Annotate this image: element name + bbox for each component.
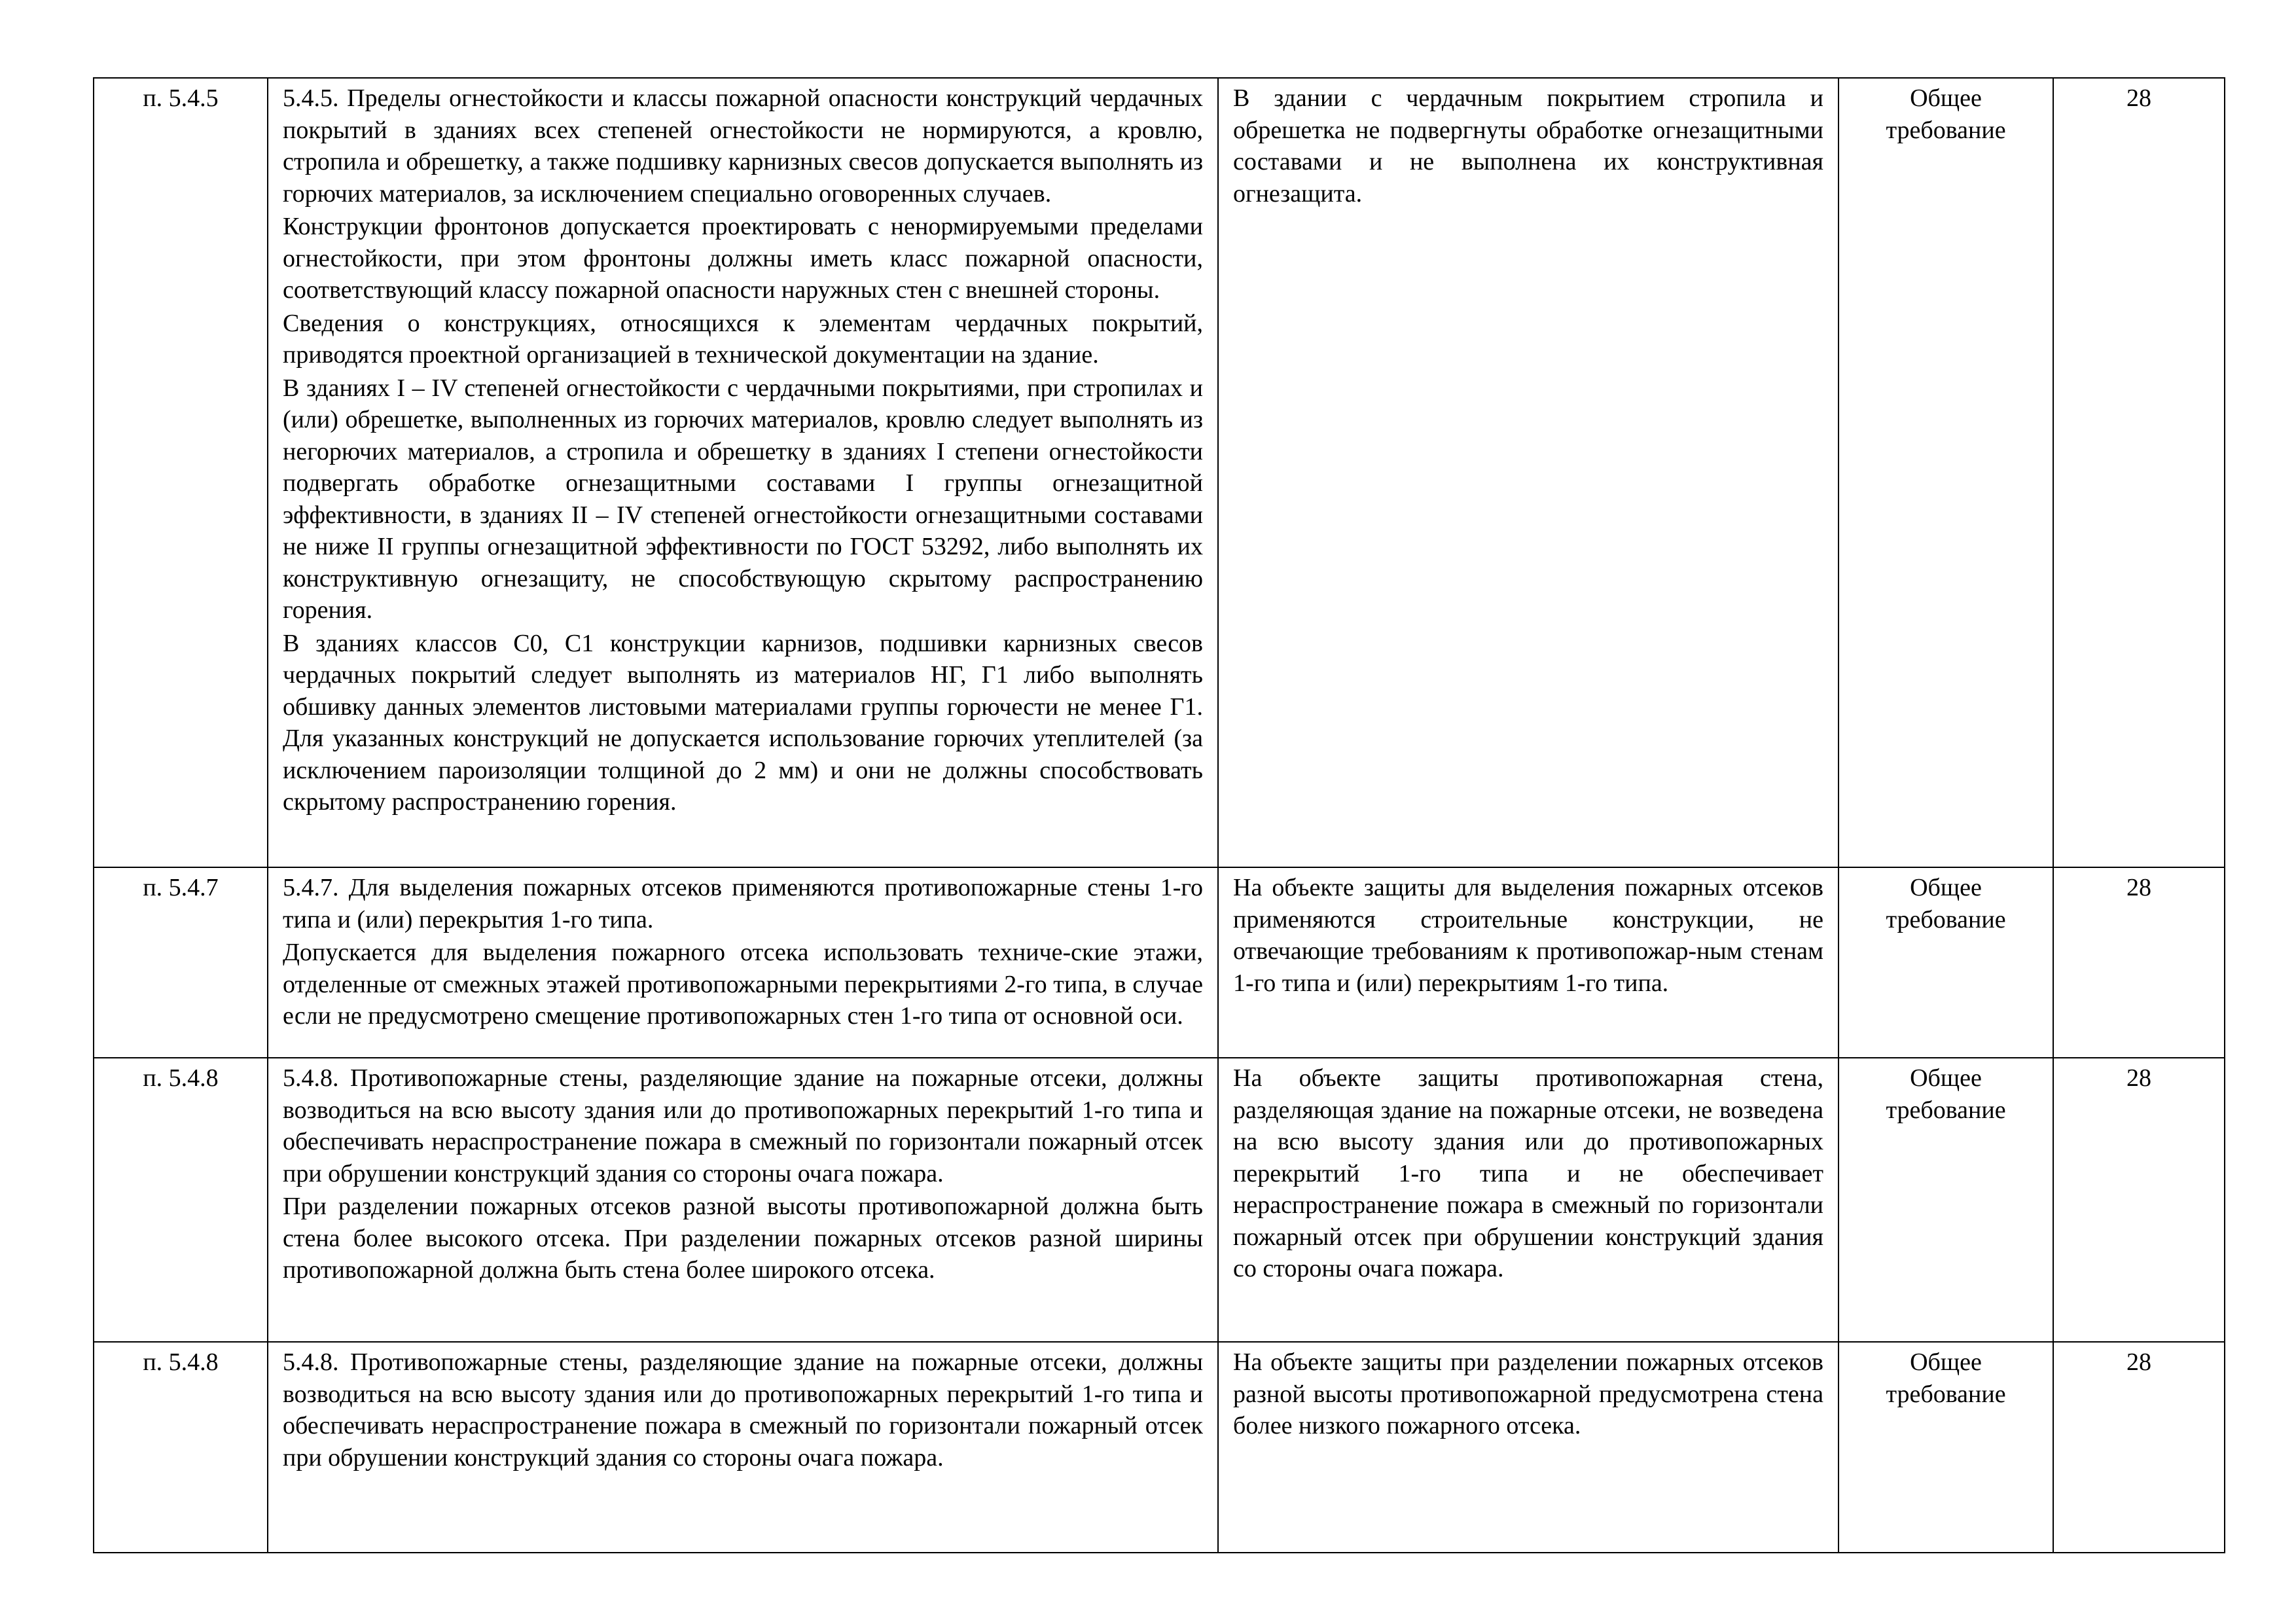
requirement-paragraph: Сведения о конструкциях, относящихся к элементам чердачных покрытий, приводятся проектной организацией в технической документации на здание.	[283, 309, 1203, 369]
requirement-paragraph: В зданиях I – IV степеней огнестойкости с чердачными покрытиями, при стропилах и (или) обрешетке, выполненных из горючих материалов, кровлю следует выполнять из негорючих материалов, а стропила и обрешетку в зданиях I степени огнестойкости подвергать обработке огнезащитными составами I группы огнезащитной эффективности, в зданиях II – IV степеней огнестойкости огнезащитными составами не ниже II группы огнезащитной эффективности по ГОСТ 53292, либо выполнять их конструктивную огнезащиту, не способствующую скрытому распространению горения.	[283, 374, 1203, 624]
requirement-type: Общее требование	[1839, 1342, 2053, 1553]
requirement-paragraph: 5.4.7. Для выделения пожарных отсеков применяются противопожарные стены 1-го типа и (или) перекрытия 1-го типа.	[283, 874, 1203, 933]
clause-reference: п. 5.4.7	[94, 867, 268, 1058]
violation-description: На объекте защиты противопожарная стена, разделяющая здание на пожарные отсеки, не возведена на всю высоту здания или до противопожарных перекрытий 1-го типа и не обеспечивает нераспространение пожара в смежный по горизонтали пожарный отсек при обрушении конструкций здания со стороны очага пожара.	[1218, 1058, 1839, 1342]
violation-description: На объекте защиты при разделении пожарных отсеков разной высоты противопожарной предусмотрена стена более низкого пожарного отсека.	[1218, 1342, 1839, 1553]
requirement-paragraph: 5.4.5. Пределы огнестойкости и классы пожарной опасности конструкций чердачных покрытий в зданиях всех степеней огнестойкости не нормируются, а кровлю, стропила и обрешетку, а также подшивку карнизных свесов допускается выполнять из горючих материалов, за исключением специально оговоренных случаев.	[283, 84, 1203, 208]
requirement-text	[268, 1342, 1218, 1553]
reference-number: 28	[2053, 867, 2225, 1058]
requirement-paragraph: 5.4.8. Противопожарные стены, разделяющие здание на пожарные отсеки, должны возводиться на всю высоту здания или до противопожарных перекрытий 1-го типа и обеспечивать нераспространение пожара в смежный по горизонтали пожарный отсек при обрушении конструкций здания со стороны очага пожара.	[283, 1064, 1203, 1187]
violation-description: На объекте защиты для выделения пожарных отсеков применяются строительные конструкции, не отвечающие требованиям к противопожар-ным стенам 1-го типа и (или) перекрытиям 1-го типа.	[1218, 867, 1839, 1058]
requirements-table	[93, 77, 2225, 1553]
table-row	[94, 78, 2225, 867]
table-row	[94, 867, 2225, 1058]
requirement-type: Общее требование	[1839, 78, 2053, 867]
reference-number: 28	[2053, 1342, 2225, 1553]
clause-reference: п. 5.4.5	[94, 78, 268, 867]
table-row	[94, 1342, 2225, 1553]
violation-description: В здании с чердачным покрытием стропила и обрешетка не подвергнуты обработке огнезащитными составами и не выполнена их конструктивная огнезащита.	[1218, 78, 1839, 867]
requirement-paragraph: При разделении пожарных отсеков разной высоты противопожарной должна быть стена более высокого отсека. При разделении пожарных отсеков разной ширины противопожарной должна быть стена более широкого отсека.	[283, 1193, 1203, 1284]
clause-reference: п. 5.4.8	[94, 1058, 268, 1342]
requirement-paragraph: В зданиях классов С0, С1 конструкции карнизов, подшивки карнизных свесов чердачных покрытий следует выполнять из материалов НГ, Г1 либо выполнять обшивку данных элементов листовыми материалами группы горючести не менее Г1. Для указанных конструкций не допускается использование горючих утеплителей (за исключением пароизоляции толщиной до 2 мм) и они не должны способствовать скрытому распространению горения.	[283, 629, 1203, 816]
requirement-paragraph: Конструкции фронтонов допускается проектировать с ненормируемыми пределами огнестойкости, при этом фронтоны должны иметь класс пожарной опасности, соответствующий классу пожарной опасности наружных стен с внешней стороны.	[283, 213, 1203, 304]
requirement-type: Общее требование	[1839, 1058, 2053, 1342]
reference-number: 28	[2053, 1058, 2225, 1342]
requirement-text	[268, 78, 1218, 867]
table-row	[94, 1058, 2225, 1342]
clause-reference: п. 5.4.8	[94, 1342, 268, 1553]
requirement-paragraph: Допускается для выделения пожарного отсека использовать техниче-ские этажи, отделенные от смежных этажей противопожарными перекрытиями 2-го типа, в случае если не предусмотрено смещение противопожарных стен 1-го типа от основной оси.	[283, 939, 1203, 1030]
requirement-text	[268, 1058, 1218, 1342]
requirement-paragraph: 5.4.8. Противопожарные стены, разделяющие здание на пожарные отсеки, должны возводиться на всю высоту здания или до противопожарных перекрытий 1-го типа и обеспечивать нераспространение пожара в смежный по горизонтали пожарный отсек при обрушении конструкций здания со стороны очага пожара.	[283, 1348, 1203, 1471]
requirement-type: Общее требование	[1839, 867, 2053, 1058]
requirement-text	[268, 867, 1218, 1058]
reference-number: 28	[2053, 78, 2225, 867]
